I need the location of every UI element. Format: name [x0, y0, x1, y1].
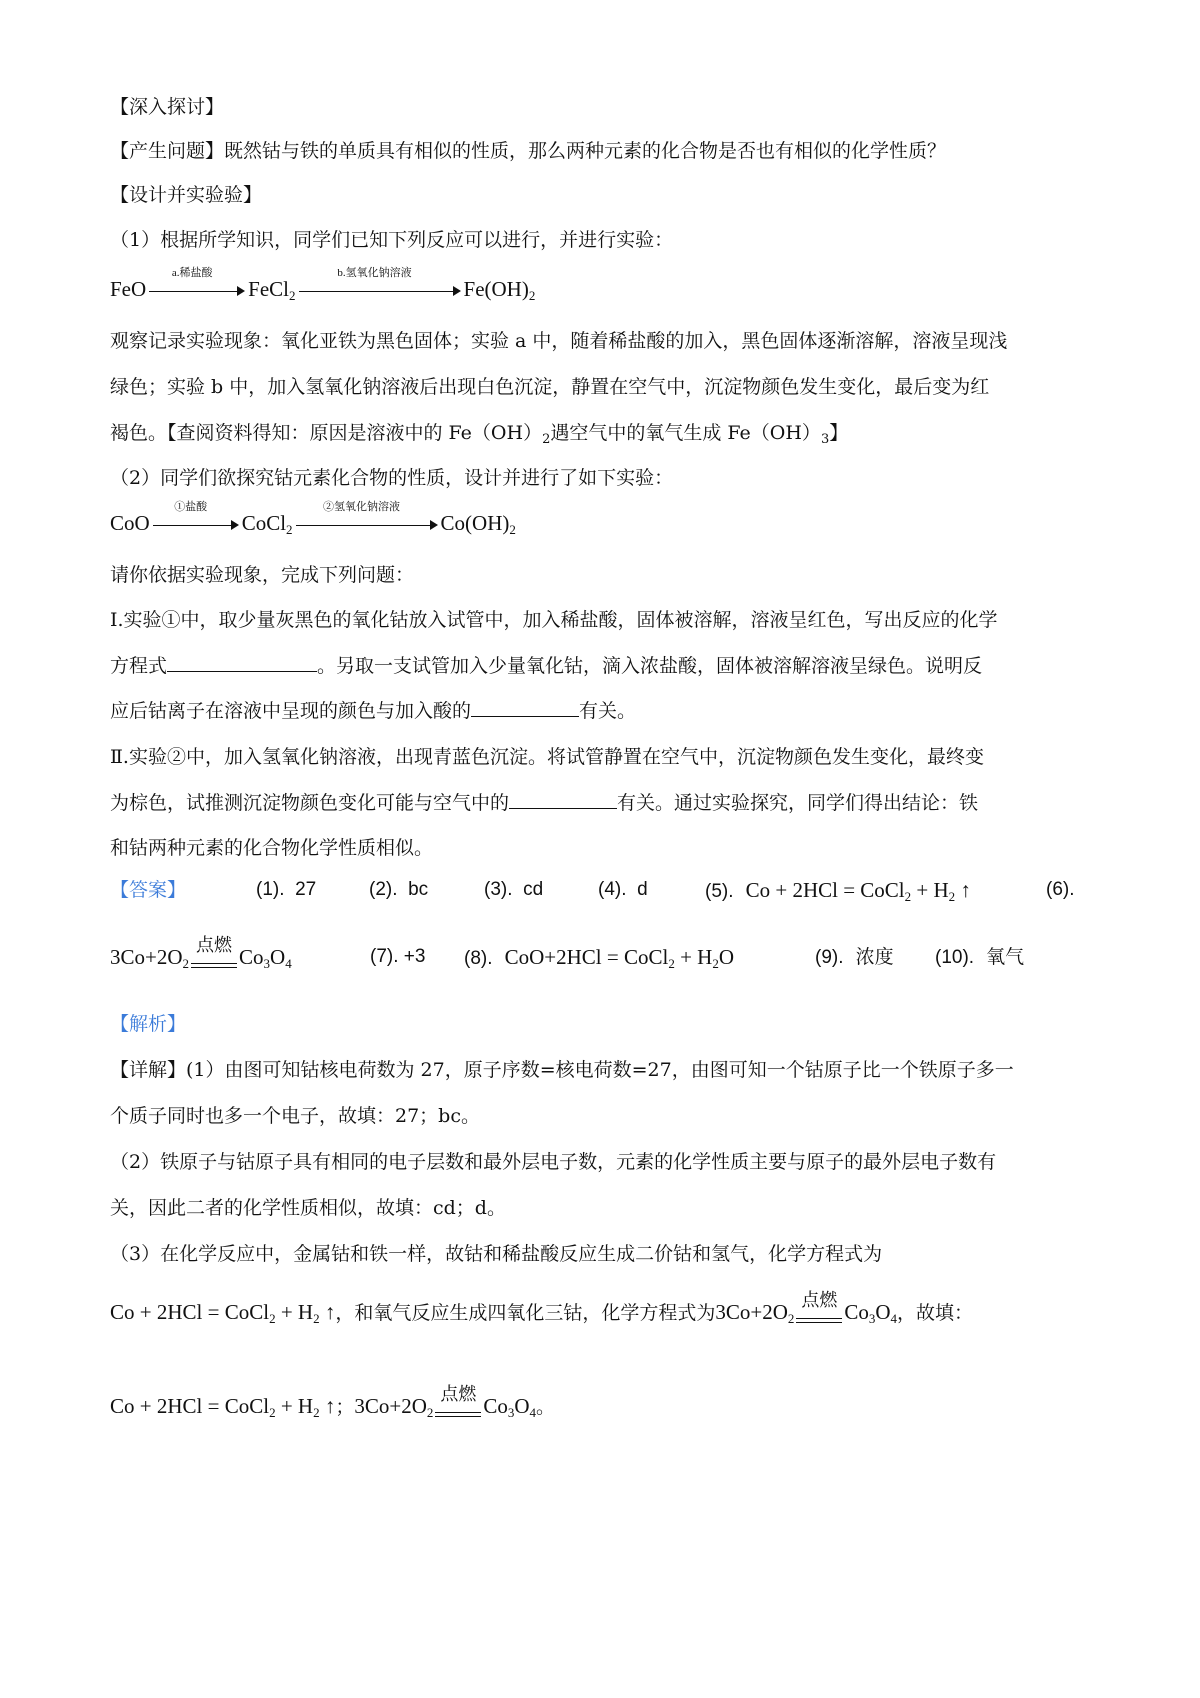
question-i-line-2: 方程式 。另取一支试管加入少量氧化钴，滴入浓盐酸，固体被溶解溶液呈绿色。说明反 — [110, 655, 983, 677]
formula-feo: FeO — [110, 277, 147, 301]
detail-line-7: Co + 2HCl = CoCl$_2$ + $H_2$ ↑；$3Co+2O_2$ 点燃 $Co_3O_4$。 — [110, 1383, 1100, 1430]
formula-cocl2: CoCl$_2$ — [241, 511, 293, 537]
reaction-arrow — [296, 501, 438, 535]
answer-4: (4). d — [598, 879, 648, 900]
analysis-label: 【解析】 — [110, 1013, 187, 1035]
equation-co-hcl: Co + 2HCl = CoCl$_2$ + $H_2$ ↑ — [745, 878, 971, 904]
heading-deep-discussion: 【深入探讨】 — [110, 96, 225, 118]
detail-line-2: 个质子同时也多一个电子，故填：27；bc。 — [110, 1105, 480, 1127]
condition-arrow: 点燃 — [796, 1297, 842, 1331]
arrow-label: ②氢氧化钠溶液 — [323, 501, 401, 514]
detail-line-3: （2）铁原子与钴原子具有相同的电子层数和最外层电子数，元素的化学性质主要与原子的最外层电子数有 — [110, 1151, 997, 1173]
equation-co-hcl: Co + 2HCl = CoCl$_2$ + $H_2$ ↑ — [110, 1300, 336, 1326]
answer-1: (1). 27 — [256, 879, 317, 900]
answer-7: (7). +3 — [370, 946, 426, 967]
arrow-label: ①盐酸 — [174, 501, 208, 514]
equation-iron-series — [110, 266, 1100, 312]
observation-line-2: 绿色；实验 b 中，加入氢氧化钠溶液后出现白色沉淀，静置在空气中，沉淀物颜色发生变化，最后变为红 — [110, 376, 990, 398]
paragraph-2: （2）同学们欲探究钴元素化合物的性质，设计并进行了如下实验： — [110, 467, 674, 489]
question-ii-line-1: Ⅱ.实验②中，加入氢氧化钠溶液，出现青蓝色沉淀。将试管静置在空气中，沉淀物颜色发生变化，最终变 — [110, 746, 984, 768]
answer-6-equation: $3Co+2O_2$ 点燃 $Co_3O_4$ — [110, 934, 292, 980]
reaction-arrow — [149, 267, 245, 301]
detail-line-5: （3）在化学反应中，金属钴和铁一样，故钴和稀盐酸反应生成二价钴和氢气，化学方程式为 — [110, 1243, 883, 1265]
question-ii-line-2: 为棕色，试推测沉淀物颜色变化可能与空气中的 有关。通过实验探究，同学们得出结论：铁 — [110, 792, 979, 814]
reaction-arrow — [153, 501, 239, 535]
answer-blank[interactable] — [471, 698, 579, 717]
answer-10: (10). 氧气 — [935, 946, 1025, 968]
formula-fecl2: FeCl$_2$ — [248, 277, 296, 303]
observation-line-1: 观察记录实验现象：氧化亚铁为黑色固体；实验 a 中，随着稀盐酸的加入，黑色固体逐渐溶解，溶液呈现浅 — [110, 330, 1008, 352]
equation-burn: $3Co+2O_2$ 点燃 $Co_3O_4$ — [354, 1394, 536, 1418]
answer-label: 【答案】 — [110, 879, 187, 901]
answer-blank[interactable] — [167, 653, 317, 672]
arrow-label: b.氢氧化钠溶液 — [337, 267, 412, 280]
condition-arrow: 点燃 — [191, 942, 237, 976]
question-i-line-1: I.实验①中，取少量灰黑色的氧化钴放入试管中，加入稀盐酸，固体被溶解，溶液呈红色，写出反应的化学 — [110, 609, 998, 631]
answer-2: (2). bc — [369, 879, 429, 900]
equation-coo-hcl: CoO+2HCl = CoCl$_2$ + $H_2O$ — [504, 945, 734, 971]
question-i-line-3: 应后钴离子在溶液中呈现的颜色与加入酸的 有关。 — [110, 700, 637, 722]
formula-feoh2: $Fe(OH)_2$ — [463, 277, 536, 303]
question-line: 【产生问题】既然钴与铁的单质具有相似的性质，那么两种元素的化合物是否也有相似的化学性质？ — [110, 140, 947, 162]
answer-5: (5). Co + 2HCl = CoCl$_2$ + $H_2$ ↑ — [705, 878, 971, 904]
condition-arrow: 点燃 — [435, 1391, 481, 1425]
ask-line: 请你依据实验现象，完成下列问题： — [110, 564, 415, 586]
equation-burn: $3Co+2O_2$ 点燃 $Co_3O_4$ — [715, 1300, 897, 1324]
formula-cooh2: $Co(OH)_2$ — [440, 511, 516, 537]
arrow-label: a.稀盐酸 — [171, 267, 213, 280]
equation-co-hcl: Co + 2HCl = CoCl$_2$ + $H_2$ ↑ — [110, 1394, 336, 1420]
reaction-arrow — [299, 267, 461, 301]
design-line: 【设计并实验验】 — [110, 184, 263, 206]
detail-line-1: 【详解】(1）由图可知钴核电荷数为 27，原子序数=核电荷数=27，由图可知一个钴原子比一个铁原子多一 — [110, 1059, 1014, 1081]
formula-coo: CoO — [110, 511, 150, 535]
question-ii-line-3: 和钴两种元素的化合物化学性质相似。 — [110, 837, 434, 859]
answer-6-number: (6). — [1046, 879, 1075, 900]
answer-3: (3). cd — [484, 879, 544, 900]
answer-blank[interactable] — [509, 790, 617, 809]
equation-cobalt-series — [110, 500, 1100, 546]
observation-line-3: 褐色。【查阅资料得知：原因是溶液中的 $Fe(OH)_2$遇空气中的氧气生成 $Fe(OH)_3$】 — [110, 422, 849, 447]
detail-line-6: Co + 2HCl = CoCl$_2$ + $H_2$ ↑，和氧气反应生成四氧化三钴，化学方程式为$3Co+2O_2$ 点燃 $Co_3O_4$，故填： — [110, 1289, 1100, 1336]
detail-line-4: 关，因此二者的化学性质相似，故填：cd；d。 — [110, 1197, 506, 1219]
answer-9: (9). 浓度 — [815, 946, 894, 968]
paragraph-1: （1）根据所学知识，同学们已知下列反应可以进行，并进行实验： — [110, 229, 674, 251]
answer-8: (8). CoO+2HCl = CoCl$_2$ + $H_2O$ — [464, 945, 734, 971]
